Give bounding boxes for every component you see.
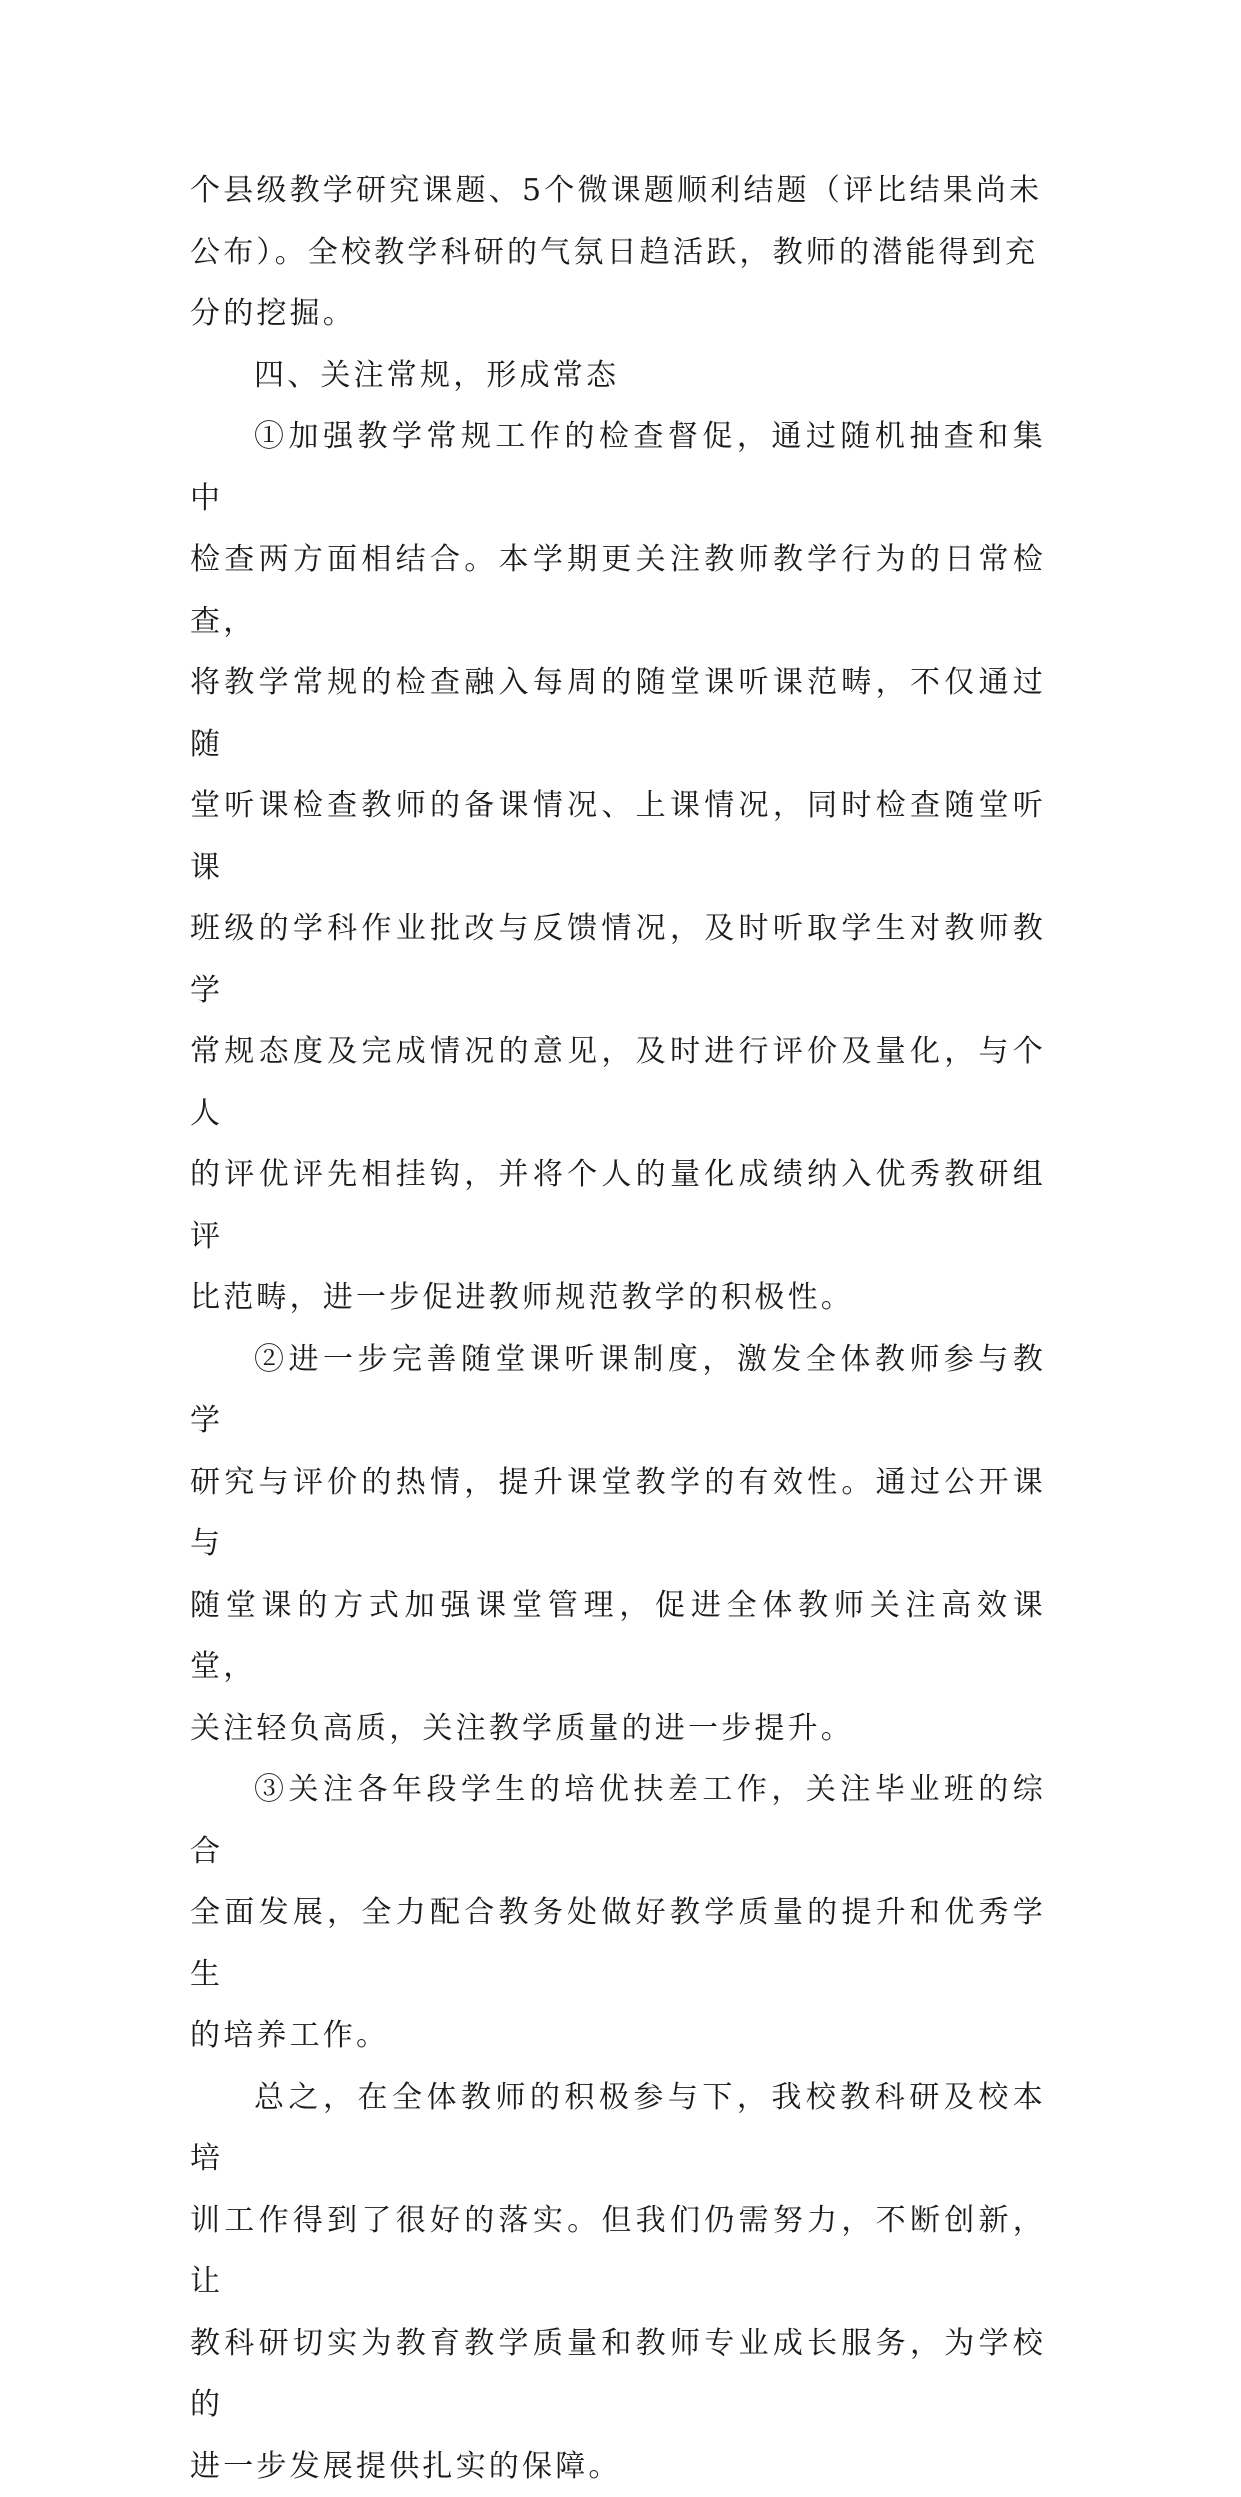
heading-text: 四、关注常规，形成常态 <box>254 358 619 393</box>
text-line: 比范畴，进一步促进教师规范教学的积极性。 <box>190 1280 854 1315</box>
text-line: 的培养工作。 <box>190 2018 389 2053</box>
paragraph-item-1 <box>190 406 1046 1329</box>
text-line: 全面发展，全力配合教务处做好教学质量的提升和优秀学生 <box>190 1895 1046 1992</box>
text-line: 将教学常规的检查融入每周的随堂课听课范畴，不仅通过随 <box>190 665 1046 762</box>
text-line: 班级的学科作业批改与反馈情况，及时听取学生对教师教学 <box>190 911 1046 1008</box>
section-heading-four <box>190 345 1046 407</box>
text-line: 进一步发展提供扎实的保障。 <box>190 2449 622 2484</box>
text-line: ②进一步完善随堂课听课制度，激发全体教师参与教学 <box>190 1342 1046 1439</box>
text-line: 随堂课的方式加强课堂管理，促进全体教师关注高效课堂， <box>190 1588 1046 1685</box>
text-line: ①加强教学常规工作的检查督促，通过随机抽查和集中 <box>190 419 1046 516</box>
paragraph-conclusion <box>190 2067 1046 2497</box>
paragraph-continued-intro <box>190 160 1046 345</box>
text-line: 研究与评价的热情，提升课堂教学的有效性。通过公开课与 <box>190 1465 1046 1562</box>
text-line: 教科研切实为教育教学质量和教师专业成长服务，为学校的 <box>190 2326 1046 2423</box>
text-line: 检查两方面相结合。本学期更关注教师教学行为的日常检查， <box>190 542 1046 639</box>
text-line: 堂听课检查教师的备课情况、上课情况，同时检查随堂听课 <box>190 788 1046 885</box>
text-line: 总之，在全体教师的积极参与下，我校教科研及校本培 <box>190 2080 1046 2177</box>
paragraph-item-3 <box>190 1759 1046 2067</box>
text-line: 分的挖掘。 <box>190 296 356 331</box>
text-line: 训工作得到了很好的落实。但我们仍需努力，不断创新，让 <box>190 2203 1046 2300</box>
text-line: 关注轻负高质，关注教学质量的进一步提升。 <box>190 1711 854 1746</box>
paragraph-item-2 <box>190 1329 1046 1760</box>
text-line: 公布）。全校教学科研的气氛日趋活跃，教师的潜能得到充 <box>190 235 1038 270</box>
document-body <box>190 160 1046 2497</box>
text-line: ③关注各年段学生的培优扶差工作，关注毕业班的综合 <box>190 1772 1046 1869</box>
text-line: 的评优评先相挂钩，并将个人的量化成绩纳入优秀教研组评 <box>190 1157 1046 1254</box>
text-line: 常规态度及完成情况的意见，及时进行评价及量化，与个人 <box>190 1034 1046 1131</box>
text-line: 个县级教学研究课题、5个微课题顺利结题（评比结果尚未 <box>190 173 1042 208</box>
